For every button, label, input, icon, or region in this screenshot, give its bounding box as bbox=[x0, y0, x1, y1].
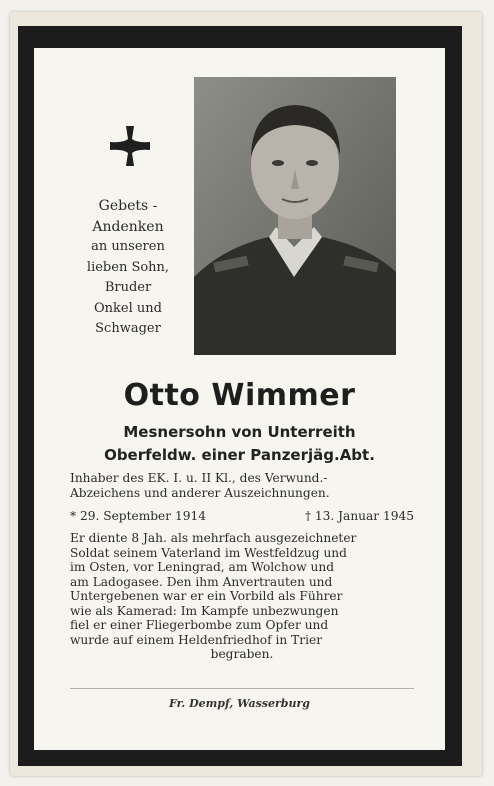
awards-line: Inhaber des EK. I. u. II Kl., des Verwund.- bbox=[70, 471, 328, 485]
bio-line: im Osten, vor Leningrad, am Wolchow und bbox=[70, 560, 335, 574]
bio-line: wie als Kamerad: Im Kampfe unbezwungen bbox=[70, 603, 339, 618]
awards-text bbox=[70, 471, 414, 500]
death-date: † 13. Januar 1945 bbox=[304, 509, 414, 523]
awards-line: Abzeichens und anderer Auszeichnungen. bbox=[70, 485, 330, 500]
bio-line: Untergebenen war er ein Vorbild als Führer bbox=[70, 589, 343, 603]
biography-text bbox=[70, 531, 414, 662]
side-line: Gebets - bbox=[98, 198, 158, 214]
rank-line: Oberfeldw. einer Panzerjäg.Abt. bbox=[104, 446, 375, 464]
bio-line: Soldat seinem Vaterland im Westfeldzug und bbox=[70, 545, 347, 560]
side-line: Schwager bbox=[95, 321, 161, 336]
bio-line: Er diente 8 Jah. als mehrfach ausgezeichneter bbox=[70, 531, 357, 545]
side-line: an unseren bbox=[91, 239, 165, 254]
bio-line: begraben. bbox=[210, 647, 274, 661]
soldier-portrait bbox=[194, 77, 396, 355]
origin-line: Mesnersohn von Unterreith bbox=[123, 423, 356, 441]
divider bbox=[70, 688, 414, 689]
deceased-name: Otto Wimmer bbox=[123, 378, 356, 413]
birth-date: * 29. September 1914 bbox=[70, 509, 206, 523]
life-dates bbox=[70, 509, 414, 523]
bio-line: am Ladogasee. Den ihm Anvertrauten und bbox=[70, 574, 333, 589]
prayer-remembrance-text bbox=[68, 196, 188, 340]
printer-credit: Fr. Dempf, Wasserburg bbox=[169, 697, 310, 710]
side-line: Bruder bbox=[104, 280, 152, 295]
iron-cross-icon bbox=[108, 124, 152, 168]
side-line: Onkel und bbox=[94, 300, 162, 316]
bio-line: wurde auf einem Heldenfriedhof in Trier bbox=[70, 632, 323, 647]
side-line: lieben Sohn, bbox=[86, 259, 170, 275]
bio-line: fiel er einer Fliegerbombe zum Opfer und bbox=[70, 618, 329, 632]
side-line: Andenken bbox=[92, 218, 164, 235]
